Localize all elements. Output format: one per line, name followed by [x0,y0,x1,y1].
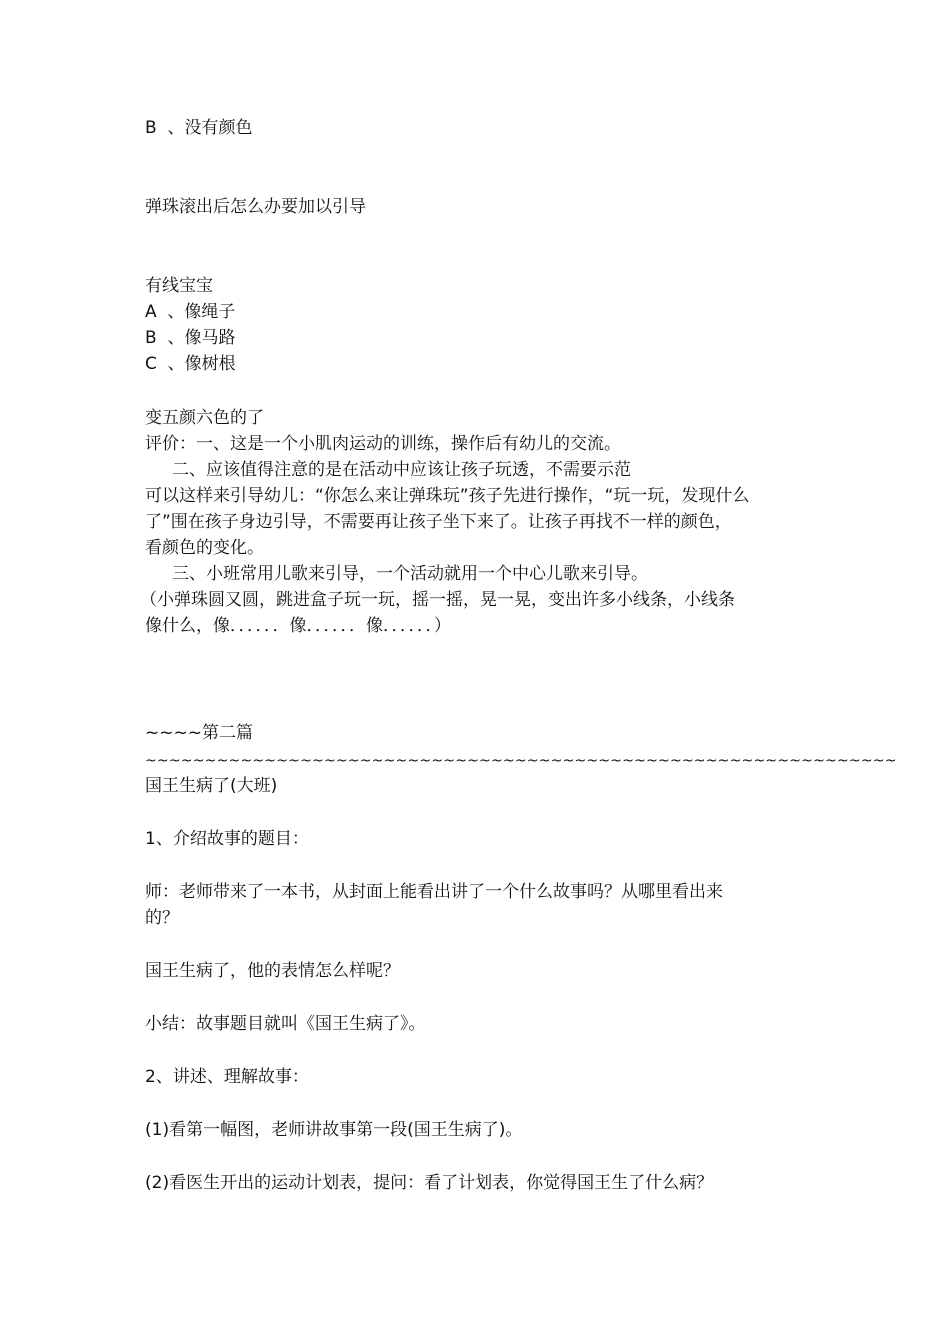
evaluation-line-6: 三、小班常用儿歌来引导，一个活动就用一个中心儿歌来引导。 [172,564,648,584]
guidance-note: 弹珠滚出后怎么办要加以引导 [145,197,366,217]
evaluation-line-1: 评价：一、这是一个小肌肉运动的训练，操作后有幼儿的交流。 [145,434,621,454]
king-expression-question: 国王生病了，他的表情怎么样呢？ [145,961,400,981]
evaluation-line-2: 二、应该值得注意的是在活动中应该让孩子玩透，不需要示范 [172,460,631,480]
teacher-question-line-2: 的？ [145,908,179,928]
evaluation-line-4: 了”围在孩子身边引导，不需要再让孩子坐下来了。让孩子再找不一样的颜色， [145,512,732,532]
option-b: B 、像马路 [145,328,236,348]
summary-line: 小结：故事题目就叫《国王生病了》。 [145,1014,426,1034]
step-2-item-2: (2)看医生开出的运动计划表，提问：看了计划表，你觉得国王生了什么病？ [145,1173,714,1193]
tilde-divider: ~~~~~~~~~~~~~~~~~~~~~~~~~~~~~~~~~~~~~~~~~~~~~~~~~~~~~~~~~~~~~~~ [145,753,897,769]
evaluation-line-5: 看颜色的变化。 [145,538,264,558]
step-1-heading: 1、介绍故事的题目： [145,829,309,849]
colorful-note: 变五颜六色的了 [145,408,264,428]
story-title: 国王生病了(大班) [145,776,278,796]
rhyme-line-1: （小弹珠圆又圆，跳进盒子玩一玩，摇一摇，晃一晃，变出许多小线条，小线条 [140,590,735,610]
step-2-heading: 2、讲述、理解故事： [145,1067,309,1087]
rhyme-line-2: 像什么，像．．．．．．像．．．．．．像．．．．．．） [145,616,451,636]
evaluation-line-3: 可以这样来引导幼儿：“你怎么来让弹珠玩”孩子先进行操作，“玩一玩，发现什么 [145,486,750,506]
option-b-no-color: B 、没有颜色 [145,118,253,138]
option-c: C 、像树根 [145,354,236,374]
section-heading-threads: 有线宝宝 [145,276,213,296]
teacher-question-line-1: 师：老师带来了一本书，从封面上能看出讲了一个什么故事吗？从哪里看出来 [145,882,723,902]
step-2-item-1: (1)看第一幅图，老师讲故事第一段(国王生病了)。 [145,1120,523,1140]
option-a: A 、像绳子 [145,302,236,322]
chapter-heading: ~~~~第二篇 [145,723,253,743]
